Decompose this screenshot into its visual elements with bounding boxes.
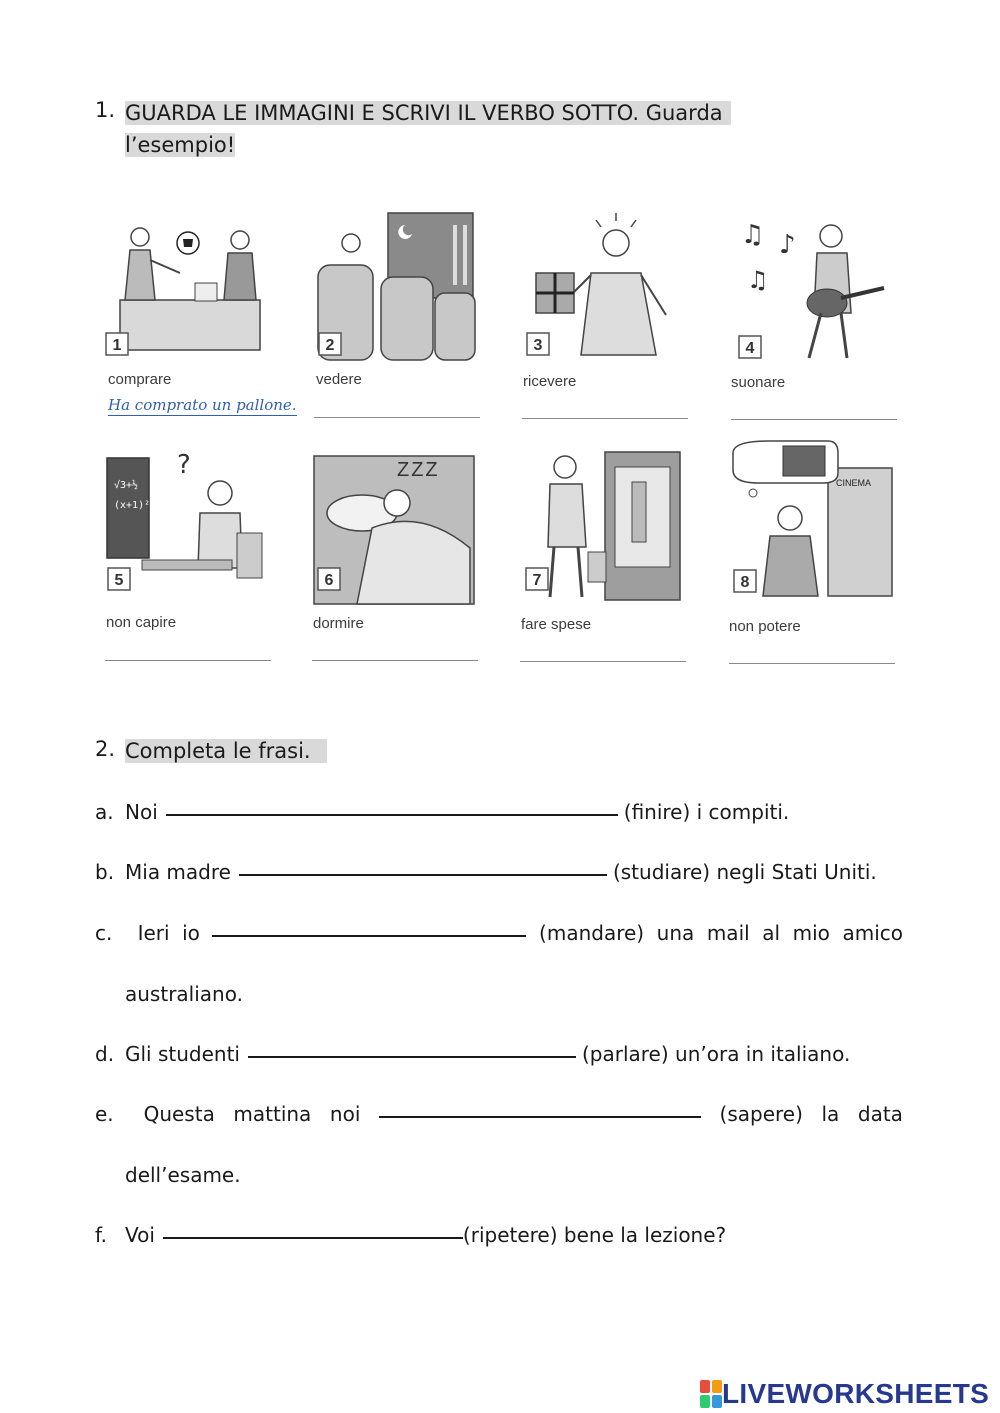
sentence-text-before: Mia madre — [125, 860, 231, 884]
sentence-word: (sapere) — [719, 1102, 803, 1126]
picture-7 — [520, 442, 686, 604]
picture-3-answer-line[interactable] — [522, 418, 688, 419]
sentence-word: mail — [706, 921, 750, 945]
picture-1 — [100, 205, 266, 367]
logo-text: LIVEWORKSHEETS — [722, 1378, 990, 1409]
svg-text:ZZZ: ZZZ — [397, 459, 440, 481]
sentence-letter: f. — [95, 1223, 107, 1247]
sentence-word: noi — [329, 1102, 361, 1126]
task-1-title-line-2: l’esempio! — [125, 133, 236, 157]
picture-2 — [313, 205, 479, 367]
sentence-d-blank[interactable] — [248, 1056, 576, 1058]
svg-text:4: 4 — [745, 340, 755, 357]
svg-text:8: 8 — [740, 574, 750, 591]
sentence-e-blank[interactable] — [379, 1116, 701, 1118]
svg-text:3: 3 — [533, 337, 543, 354]
sentence-letter: a. — [95, 800, 114, 824]
sentence-c — [95, 921, 903, 945]
gift-illustration — [521, 205, 687, 367]
blackboard-illustration — [102, 448, 268, 610]
picture-2-answer-line[interactable] — [314, 417, 480, 418]
sentence-text-before: Noi — [125, 800, 158, 824]
picture-5 — [102, 448, 268, 610]
sentence-word: Questa — [143, 1102, 215, 1126]
sentence-letter: e. — [95, 1102, 114, 1126]
picture-6 — [312, 448, 478, 610]
sentence-b-blank[interactable] — [239, 874, 607, 876]
svg-text:♫: ♫ — [747, 266, 769, 294]
picture-6-answer-line[interactable] — [312, 660, 478, 661]
picture-7-answer-line[interactable] — [520, 661, 686, 662]
picture-8 — [728, 438, 894, 600]
svg-text:6: 6 — [324, 572, 334, 589]
sentence-word: io — [182, 921, 200, 945]
sentence-d — [95, 1042, 903, 1066]
svg-text:1: 1 — [112, 337, 122, 354]
picture-3 — [521, 205, 687, 367]
sentence-text-before: Voi — [125, 1223, 155, 1247]
sentence-word: amico — [842, 921, 903, 945]
task-2-title: Completa le frasi. — [125, 735, 327, 767]
sentence-word: mio — [792, 921, 830, 945]
cinema-thought-illustration — [728, 438, 894, 600]
svg-text:♪: ♪ — [779, 230, 796, 260]
picture-1-example-answer: Ha comprato un pallone. — [108, 396, 297, 414]
picture-1-verb: comprare — [108, 371, 172, 388]
sentence-f-blank[interactable] — [163, 1237, 463, 1239]
sentence-text-after: (finire) i compiti. — [623, 800, 790, 824]
picture-2-verb: vedere — [316, 371, 362, 388]
svg-text:♫: ♫ — [741, 220, 765, 250]
guitar-illustration — [729, 208, 895, 370]
sentence-c-blank[interactable] — [212, 935, 526, 937]
svg-text:√3+½: √3+½ — [114, 480, 139, 491]
svg-text:(x+1)²: (x+1)² — [114, 500, 151, 511]
sentence-b — [95, 860, 903, 884]
sentence-text-before: Gli studenti — [125, 1042, 240, 1066]
svg-text:?: ? — [177, 450, 191, 480]
sentence-word: Ieri — [137, 921, 170, 945]
sleeping-illustration — [312, 448, 478, 610]
sentence-text-after: (parlare) un’ora in italiano. — [581, 1042, 851, 1066]
sentence-f — [95, 1223, 903, 1247]
task-1-number: 1. — [95, 98, 116, 122]
picture-8-answer-line[interactable] — [729, 663, 895, 664]
sentence-e — [95, 1102, 903, 1126]
picture-3-verb: ricevere — [523, 373, 577, 390]
sentence-text-after: (ripetere) bene la lezione? — [462, 1223, 727, 1247]
logo-tiles-icon — [700, 1380, 722, 1408]
sentence-text-after: (studiare) negli Stati Uniti. — [612, 860, 877, 884]
svg-text:2: 2 — [325, 337, 335, 354]
picture-6-verb: dormire — [313, 615, 364, 632]
liveworksheets-logo[interactable] — [700, 1378, 989, 1410]
task-1-title — [125, 97, 731, 161]
sentence-word: una — [656, 921, 695, 945]
picture-5-verb: non capire — [106, 614, 177, 631]
shop-counter-illustration — [100, 205, 266, 367]
sentence-c-continuation: australiano. — [125, 982, 243, 1006]
picture-4 — [729, 208, 895, 370]
task-1-title-line-1: GUARDA LE IMMAGINI E SCRIVI IL VERBO SOTTO. Guarda — [125, 101, 731, 125]
sentence-letter: c. — [95, 921, 113, 945]
sentence-word: (mandare) — [539, 921, 645, 945]
sentence-word: la — [821, 1102, 840, 1126]
svg-text:CINEMA: CINEMA — [836, 478, 872, 488]
sentence-word: mattina — [233, 1102, 312, 1126]
svg-text:7: 7 — [532, 572, 542, 589]
picture-7-verb: fare spese — [521, 616, 592, 633]
sentence-a — [95, 800, 903, 824]
picture-4-answer-line[interactable] — [731, 419, 897, 420]
sentence-letter: d. — [95, 1042, 115, 1066]
sentence-letter: b. — [95, 860, 115, 884]
picture-4-verb: suonare — [731, 374, 786, 391]
sentence-a-blank[interactable] — [166, 814, 618, 816]
cinema-seats-illustration — [313, 205, 479, 367]
sentence-word: al — [762, 921, 781, 945]
sentence-e-continuation: dell’esame. — [125, 1163, 241, 1187]
task-2-number: 2. — [95, 737, 116, 761]
picture-5-answer-line[interactable] — [105, 660, 271, 661]
picture-8-verb: non potere — [729, 618, 801, 635]
shopping-illustration — [520, 442, 686, 604]
svg-text:5: 5 — [114, 572, 124, 589]
sentence-word: data — [857, 1102, 903, 1126]
